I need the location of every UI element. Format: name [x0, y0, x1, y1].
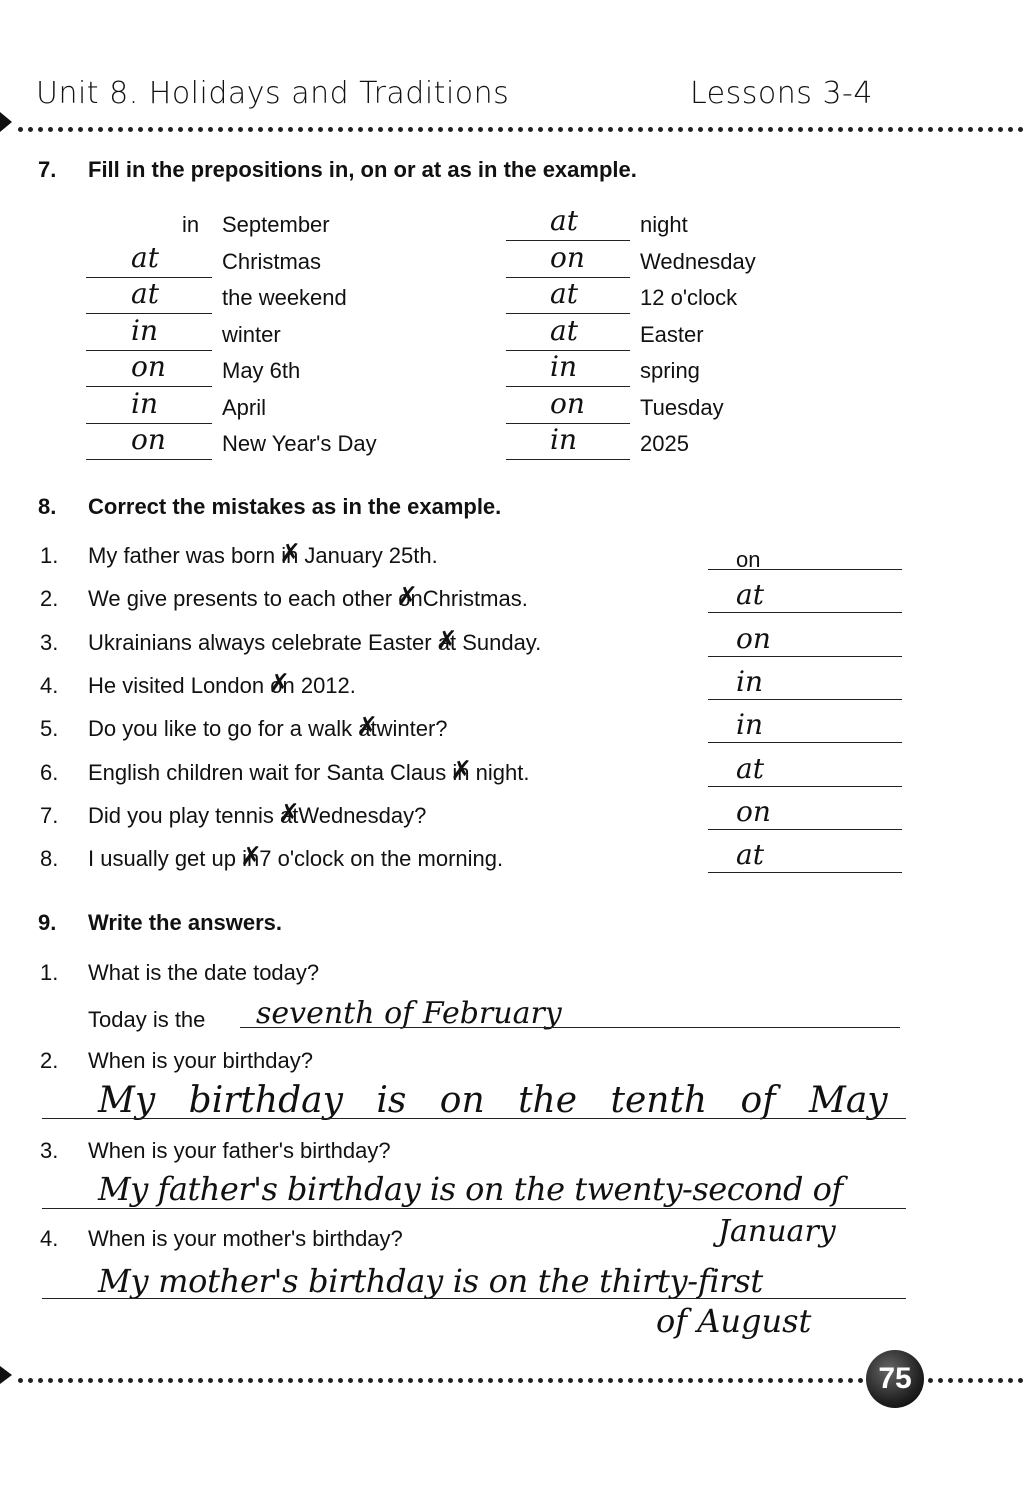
ex8-answer-7[interactable]: on	[736, 794, 771, 828]
ex8-sentence-after: January 25th.	[298, 543, 438, 568]
ex9-item-2-question: When is your birthday?	[88, 1048, 313, 1073]
ex8-item-number: 3.	[40, 629, 59, 655]
ex8-item-sentence	[88, 586, 528, 612]
lessons-label: Lessons 3-4	[690, 76, 873, 111]
ex8-sentence-before: Ukrainians always celebrate Easter	[88, 629, 438, 655]
ex7-right-word-1: night	[640, 212, 688, 237]
ex8-sentence-before: My father was born	[88, 543, 282, 568]
ex8-answer-line-1	[708, 569, 902, 570]
ex7-left-word-5: May 6th	[222, 358, 301, 383]
ex8-crossed-word: at ✗	[438, 630, 456, 656]
ex9-item-4-line	[42, 1298, 906, 1299]
ex9-item-4-answer-cont[interactable]: of August	[656, 1302, 812, 1340]
ex7-right-line-7	[506, 459, 630, 460]
ex7-left-answer-3[interactable]: at	[131, 277, 159, 310]
ex9-item-3-line	[42, 1208, 906, 1209]
ex8-sentence-before: Do you like to go for a walk	[88, 716, 359, 742]
ex7-left-answer-2[interactable]: at	[131, 240, 159, 274]
ex8-sentence-before: English children wait for Santa Claus	[88, 759, 453, 785]
ex8-answer-line-4	[708, 699, 902, 700]
ex8-item-sentence	[88, 716, 448, 742]
ex7-right-answer-2[interactable]: on	[550, 240, 585, 274]
ex8-sentence-after: 2012.	[294, 672, 356, 698]
ex7-right-answer-6[interactable]: on	[550, 386, 585, 420]
ex8-item-number: 8.	[40, 846, 59, 872]
ex8-answer-line-6	[708, 786, 902, 787]
ex7-right-answer-4[interactable]: at	[550, 313, 578, 347]
ex9-item-1-line	[240, 1027, 900, 1028]
ex7-left-word-3: the weekend	[222, 285, 347, 310]
ex7-right-answer-5[interactable]: in	[550, 350, 577, 383]
unit-title: Unit 8. Holidays and Traditions	[36, 76, 510, 111]
ex9-item-2-answer[interactable]: My birthday is on the tenth of May	[98, 1080, 888, 1121]
ex7-right-word-5: spring	[640, 358, 700, 383]
ex9-item-3-question: When is your father's birthday?	[88, 1138, 391, 1163]
ex7-left-word-6: April	[222, 394, 267, 420]
ex8-crossed-word: at ✗	[358, 716, 376, 742]
ex8-crossed-word: in ✗	[452, 760, 469, 786]
ex7-left-word-7: New Year's Day	[222, 431, 377, 456]
ex9-item-2-number: 2.	[40, 1048, 59, 1073]
ex8-sentence-after: Sunday.	[456, 629, 542, 655]
ex7-right-answer-1[interactable]: at	[550, 204, 578, 237]
ex7-right-word-7: 2025	[640, 431, 689, 456]
ex9-item-3-number: 3.	[40, 1138, 59, 1163]
ex8-crossed-word: in ✗	[281, 543, 298, 569]
ex8-answer-line-7	[708, 829, 902, 830]
ex8-sentence-after: Christmas.	[422, 586, 528, 612]
ex8-answer-3[interactable]: on	[736, 621, 771, 655]
ex8-answer-8[interactable]: at	[736, 838, 764, 872]
ex8-item-number: 1.	[40, 543, 59, 568]
ex8-item-number: 5.	[40, 716, 59, 742]
ex8-crossed-word: in ✗	[242, 846, 259, 872]
ex9-item-4-answer[interactable]: My mother's birthday is on the thirty-first	[98, 1262, 763, 1300]
ex8-item-sentence	[88, 673, 356, 699]
ex8-answer-1: on	[736, 547, 761, 572]
ex7-instruction: Fill in the prepositions in, on or at as in the example.	[88, 157, 637, 182]
ex8-sentence-after: night.	[469, 759, 530, 785]
ex9-item-1-number: 1.	[40, 960, 59, 985]
ex8-item-number: 7.	[40, 802, 59, 828]
ex7-right-word-3: 12 o'clock	[640, 285, 738, 310]
ex8-answer-line-2	[708, 612, 902, 613]
ex7-left-word-2: Christmas	[222, 248, 322, 274]
bottom-left-marker	[0, 1366, 12, 1384]
ex9-instruction: Write the answers.	[88, 910, 282, 935]
ex8-answer-6[interactable]: at	[736, 751, 764, 785]
ex8-item-number: 6.	[40, 759, 59, 785]
ex8-sentence-before: I usually get up	[88, 846, 243, 872]
ex7-right-word-2: Wednesday	[640, 248, 756, 274]
ex8-crossed-word: at ✗	[280, 803, 298, 829]
ex8-item-sentence	[88, 846, 503, 872]
ex8-sentence-after: Wednesday?	[298, 802, 427, 828]
ex7-left-word-1: September	[222, 212, 330, 237]
ex8-crossed-word: on ✗	[270, 673, 294, 699]
ex8-answer-line-8	[708, 872, 902, 873]
ex8-answer-line-3	[708, 656, 902, 657]
ex9-item-3-answer-cont[interactable]: January	[718, 1214, 836, 1249]
left-edge-marker	[0, 112, 12, 132]
ex7-right-answer-3[interactable]: at	[550, 277, 578, 310]
ex8-sentence-after: 7 o'clock on the morning.	[259, 846, 504, 872]
ex9-number: 9.	[38, 910, 57, 935]
ex8-item-number: 2.	[40, 586, 59, 612]
ex7-left-line-7	[86, 459, 212, 460]
ex8-answer-5[interactable]: in	[736, 708, 763, 742]
ex7-number: 7.	[38, 157, 57, 182]
ex7-left-answer-7[interactable]: on	[131, 423, 166, 456]
ex7-left-answer-6[interactable]: in	[131, 386, 158, 420]
ex8-crossed-word: on ✗	[398, 586, 422, 612]
ex8-instruction: Correct the mistakes as in the example.	[88, 494, 502, 519]
ex8-item-sentence	[88, 543, 438, 569]
top-dotted-rule	[18, 127, 1024, 132]
ex9-item-1-answer[interactable]: seventh of February	[256, 996, 562, 1031]
ex8-sentence-before: We give presents to each other	[88, 586, 399, 612]
ex9-item-3-answer[interactable]: My father's birthday is on the twenty-second of	[98, 1170, 843, 1208]
ex7-left-answer-5[interactable]: on	[131, 350, 166, 383]
ex7-left-word-4: winter	[222, 321, 281, 347]
ex8-sentence-after: winter?	[376, 716, 448, 742]
ex7-right-word-6: Tuesday	[640, 394, 724, 420]
ex9-item-1-question: What is the date today?	[88, 960, 320, 985]
ex9-item-2-line	[42, 1118, 906, 1119]
page-number-badge: 75	[866, 1350, 924, 1408]
ex8-answer-2[interactable]: at	[736, 578, 764, 612]
ex7-right-word-4: Easter	[640, 321, 704, 347]
ex7-left-answer-1: in	[182, 212, 200, 237]
ex9-item-4-question: When is your mother's birthday?	[88, 1226, 403, 1251]
ex8-item-sentence	[88, 760, 529, 786]
ex8-item-sentence	[88, 803, 426, 829]
ex9-item-4-number: 4.	[40, 1226, 59, 1251]
ex7-right-answer-7[interactable]: in	[550, 423, 577, 456]
ex8-number: 8.	[38, 494, 57, 519]
ex9-item-1-prefix: Today is the	[88, 1007, 206, 1032]
ex8-item-number: 4.	[40, 672, 59, 698]
ex7-left-answer-4[interactable]: in	[131, 313, 158, 347]
ex8-answer-4[interactable]: in	[736, 664, 763, 698]
ex8-sentence-before: Did you play tennis	[88, 802, 280, 828]
ex8-sentence-before: He visited London	[88, 672, 271, 698]
ex8-item-sentence	[88, 630, 541, 656]
ex8-answer-line-5	[708, 742, 902, 743]
